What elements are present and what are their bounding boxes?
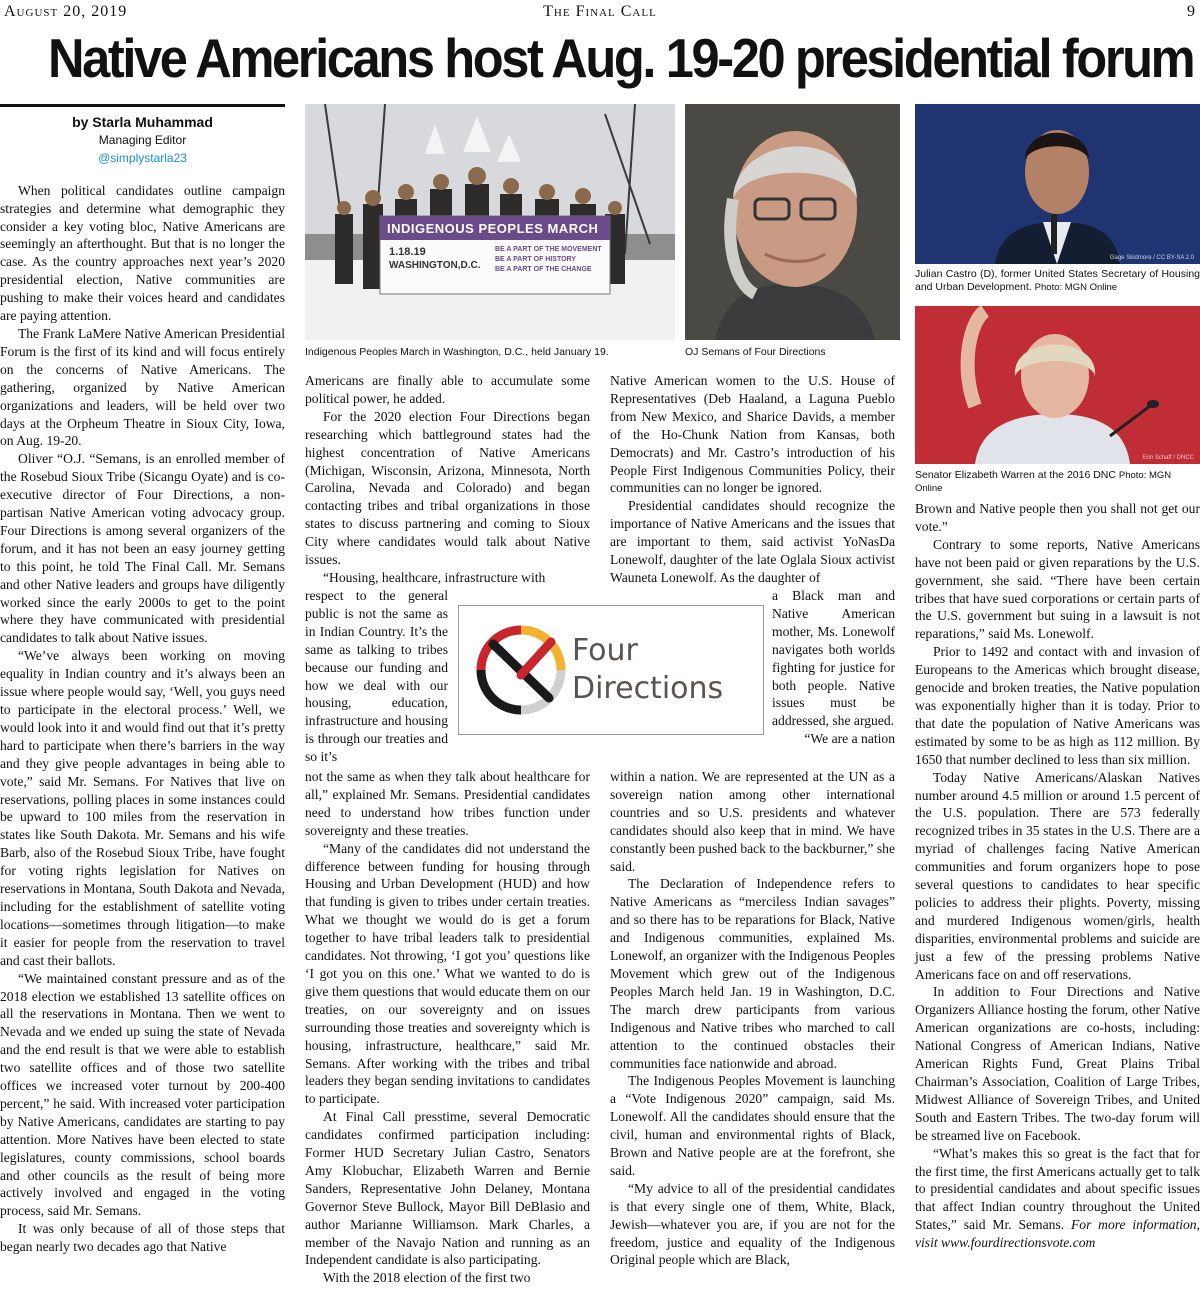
paragraph: The Frank LaMere Native American Presidential Forum is the first of its kind and will focus entirely on the concerns of Native Americans. The gathering, organized by Native American organizations and leaders, will be held over two days at the Orpheum Theatre in Sioux City, Iowa, on Aug. 19-20. [0, 325, 285, 449]
headline: Native Americans host Aug. 19-20 presidential forum [48, 27, 1194, 89]
paragraph: within a nation. We are represented at the UN as a sovereign nation among other international countries and so U.S. presidents and whatever candidates should also keep that in mind. We have constantly been pushed back to the backburner,” she said. [610, 769, 895, 874]
paragraph: “Housing, healthcare, infrastructure with [323, 569, 546, 585]
banner-place: WASHINGTON,D.C. [389, 260, 481, 271]
castro-portrait [915, 104, 1200, 264]
logo-line-directions: Directions [572, 671, 724, 706]
warren-caption-text: Senator Elizabeth Warren at the 2016 DNC [915, 469, 1116, 481]
warren-portrait [915, 306, 1200, 464]
paragraph: With the 2018 election of the first two [323, 1270, 531, 1286]
author-title: Managing Editor [98, 132, 187, 147]
banner-slogan-line: BE A PART OF HISTORY [495, 256, 577, 263]
logo-line-four: Four [572, 633, 638, 668]
paragraph: Prior to 1492 and contact with and invasion of Europeans to the Americas which brought disease, genocide and broken treaties, the Native population was exponentially higher than it is today. Prior to that date the population of Native Americans was estimated by some to be as high as 112 million. By 1650 that number declined to less than six million. [915, 644, 1200, 767]
author-handle: @simplystarla23 [98, 150, 187, 165]
paragraph: not the same as when they talk about healthcare for all,” explained Mr. Semans. Presidential candidates need to understand how tribes function under sovereignty and these treaties. [305, 769, 590, 838]
paragraph: At Final Call presstime, several Democratic candidates confirmed participation including: Former HUD Secretary Julian Castro, Senators Amy Klobuchar, Elizabeth Warren and Bernie Sanders, Representative John Delaney, Montana Governor Steve Bullock, Mayor Bill DeBlasio and author Marianne Williamson. Mark Charles, a member of the Navajo Nation and running as an Independent candidate is also participating. [305, 1109, 590, 1268]
semans-portrait [685, 104, 900, 340]
castro-credit: Photo: MGN Online [1034, 282, 1118, 293]
paragraph: respect to the general public is not the same as in Indian Country. It’s the same as talking to tribes because our funding and how we deal with our housing, education, infrastructure and housing is through our treaties and so it’s [305, 588, 448, 765]
issue-date: August 20, 2019 [4, 3, 128, 20]
march-caption: Indigenous Peoples March in Washington, D.C., held January 19. [305, 346, 609, 358]
column-1 [0, 114, 285, 1256]
semans-caption: OJ Semans of Four Directions [685, 346, 826, 358]
paragraph: It was only because of all of those steps that began nearly two decades ago that Native [0, 1221, 285, 1255]
column-3-wrap [772, 587, 895, 748]
banner-slogan [495, 245, 602, 275]
paragraph: “Many of the candidates did not understand the difference between funding for housing through Housing and Urban Development (HUD) and how that funding is given to tribes under certain treaties. What we thought we would do is get a forum together to have tribal leaders talk to presidential candidates. Not throwing, ‘I got you’ questions like ‘I got you on this one.’ What we wanted to do is give them questions that would educate them on our treaties, on our sovereignty and on issues surrounding those treaties and sovereignty which is housing, infrastructure, healthcare,” said Mr. Semans. After working with the tribes and tribal leaders they began sending invitations to candidates to participate. [305, 840, 590, 1107]
banner-title: INDIGENOUS PEOPLES MARCH [387, 221, 599, 236]
paragraph: a Black man and Native American mother, Ms. Lonewolf navigates both worlds fighting for justice for both people. Native issues must be addressed, she argued. [772, 588, 895, 729]
paragraph: For the 2020 election Four Directions began researching which battleground states had the highest concentration of Native Americans (Michigan, Wisconsin, Arizona, Minnesota, North Carolina, Nevada and Colorado) and began contacting tribes and tribal organizations in those states to discuss partnering and coming to Sioux City where candidates would talk about Native issues. [305, 408, 590, 568]
paragraph: Oliver “O.J. “Semans, is an enrolled member of the Rosebud Sioux Tribe (Sicangu Oyate) and is co-executive director of Four Directions, a non-partisan Native American voting advocacy group. Four Directions is among several organizers of the forum, and it has not been an easy journey getting to this point, he told The Final Call. Mr. Semans and other Native leaders and groups have diligently worked since the early 2000s to get to the point where they have communicated with presidential candidates to talk about Native issues. [0, 451, 285, 646]
warren-credit: Photo: MGN Online [915, 470, 1172, 494]
column-3-top [610, 372, 895, 587]
author-name: by Starla Muhammad [72, 114, 213, 130]
medicine-wheel-icon [471, 620, 571, 720]
paragraph: “My advice to all of the presidential candidates is that every single one of them, White, Black, Jewish—whatever you are, if you are not for the freedom, justice and equality of the Indigenous Original people which are Black, [610, 1180, 895, 1268]
march-photo [305, 104, 675, 340]
paper-name: The Final Call [543, 3, 657, 20]
warren-photo [915, 306, 1200, 464]
column-4 [915, 500, 1200, 1252]
paragraph: When political candidates outline campaign strategies and determine what demographic they consider a key voting bloc, Native Americans are seemingly an afterthought. But that is no longer the case. As the country approaches next year’s 2020 presidential election, Native communities are pushing to make their voices heard and candidates are paying attention. [0, 182, 285, 324]
paragraph: Today Native Americans/Alaskan Natives number around 4.5 million or around 1.5 percent of the U.S. population. There are 573 federally recognized tribes in 35 states in the U.S. There are a myriad of challenges facing Native American communities and forum organizers hope to pose several questions to candidates to hear specific policies to address their plights. Poverty, missing and murdered Indigenous women/girls, health disparities, environmental problems and suicide are just a few of the pressing problems Native Americans face on and off reservations. [915, 769, 1200, 982]
paragraph: Contrary to some reports, Native Americans have not been paid or given reparations by the U.S. government, she said. “There have been certain tribes that have sued corporations or certain parts of the U.S. government but suing in a lawsuit is not reparations,” said Ms. Lonewolf. [915, 536, 1200, 642]
column-2-bottom [305, 768, 590, 1287]
closing-text: “What’s makes this so great is the fact that for the first time, the first Americans actually get to talk to presidential candidates and about specific issues that affect Indian country throughout the United States,” said Mr. Semans. [915, 1145, 1200, 1233]
paragraph: Native American women to the U.S. House of Representatives (Deb Haaland, a Laguna Pueblo from New Mexico, and Sharice Davids, a member of the Ho-Chunk Nation from Kansas, both Democrats) and Mr. Castro’s introduction of his People First Indigenous Communities Policy, their communities can no longer be ignored. [610, 373, 895, 496]
byline [0, 114, 285, 168]
paragraph: “We are a nation [804, 731, 895, 747]
paragraph: “We’ve always been working on moving equality in Indian country and it’s always been an issue where people would say, ‘Well, you guys need to participate in the electoral process.’ Well, we would look into it and would find out that it’s pretty hard to participate when there’s barriers in the way and they give people advantages in being able to vote,” said Mr. Semans. For Natives that live on reservations, polling places in some instances could be upward to 100 miles from the reservation in states like South Dakota. Mr. Semans and his wife Barb, also of the Rosebud Sioux Tribe, have fought for voting rights legislation for Natives on reservations in Montana, South Dakota and Nevada, including for the establishment of satellite voting locations—sometimes through litigation—to make it easier for people from the reservation to travel and cast their ballots. [0, 648, 285, 968]
warren-watermark: Erin Schaff / DNCC [1142, 455, 1194, 461]
paragraph [915, 1145, 1200, 1252]
paragraph: Presidential candidates should recognize the importance of Native Americans and the issues that are important to them, said activist YoNasDa Lonewolf, daughter of the late Oglala Sioux activist Wauneta Lonewolf. As the daughter of [610, 498, 895, 585]
column-2-top [305, 372, 590, 587]
castro-caption [915, 268, 1200, 294]
castro-photo [915, 104, 1200, 264]
castro-caption-text: Julian Castro (D), former United States Secretary of Housing and Urban Development. [915, 268, 1200, 293]
column-2-wrap [305, 587, 448, 766]
paragraph: In addition to Four Directions and Native Organizers Alliance hosting the forum, other Native American organizations are co-hosts, including: National Congress of American Indians, Native American Rights Fund, Great Plains Tribal Chairman’s Association, Coalition of Large Tribes, Midwest Alliance of Sovereign Tribes, and United South and Eastern Tribes. The two-day forum will be streamed live on Facebook. [915, 984, 1200, 1143]
four-directions-logo [458, 605, 764, 735]
paragraph: “We maintained constant pressure and as of the 2018 election we established 13 satellite offices on all the reservations in Montana. Then we went to Nevada and we ended up suing the state of Nevada and the end result is that we were able to establish two satellite offices and of those two satellite offices we increased voter turnout by 200-400 percent,” he said. With increased voter participation by Native Americans, candidates are starting to pay attention. More Natives have been elected to state legislatures, county commissions, school boards and other councils as the result of being more actively involved and engaged in the voting process, said Mr. Semans. [0, 970, 285, 1219]
byline-rule [0, 104, 285, 107]
semans-photo [685, 104, 900, 340]
paragraph: The Declaration of Independence refers to Native Americans as “merciless Indian savages” and so there has to be reparations for Black, Native and Indigenous communities, explained Ms. Lonewolf, an organizer with the Indigenous Peoples Movement which grew out of the Indigenous Peoples March held Jan. 19 in Washington, D.C. The march drew participants from various Indigenous and Native tribes who marched to call attention to the continued obstacles their communities face nationwide and abroad. [610, 876, 895, 1071]
paragraph: Americans are finally able to accumulate some political power, he added. [305, 373, 590, 406]
warren-caption [915, 469, 1200, 495]
logo-text [572, 632, 723, 708]
banner-slogan-line: BE A PART OF THE CHANGE [495, 266, 592, 273]
banner-date: 1.18.19 [389, 246, 426, 258]
column-3-bottom [610, 768, 895, 1269]
castro-watermark: Gage Skidmore / CC BY-SA 2.0 [1109, 255, 1194, 261]
banner-slogan-line: BE A PART OF THE MOVEMENT [495, 246, 602, 253]
paragraph: Brown and Native people then you shall not get our vote.” [915, 501, 1200, 534]
page-number: 9 [1187, 3, 1196, 20]
more-info-link[interactable]: For more information, visit www.fourdirectionsvote.com [915, 1217, 1200, 1251]
paragraph: The Indigenous Peoples Movement is launching a “Vote Indigenous 2020” campaign, said Ms. Lonewolf. All the candidates should ensure that the civil, human and environmental rights of Black, Brown and Native people are at the forefront, she said. [610, 1073, 895, 1178]
